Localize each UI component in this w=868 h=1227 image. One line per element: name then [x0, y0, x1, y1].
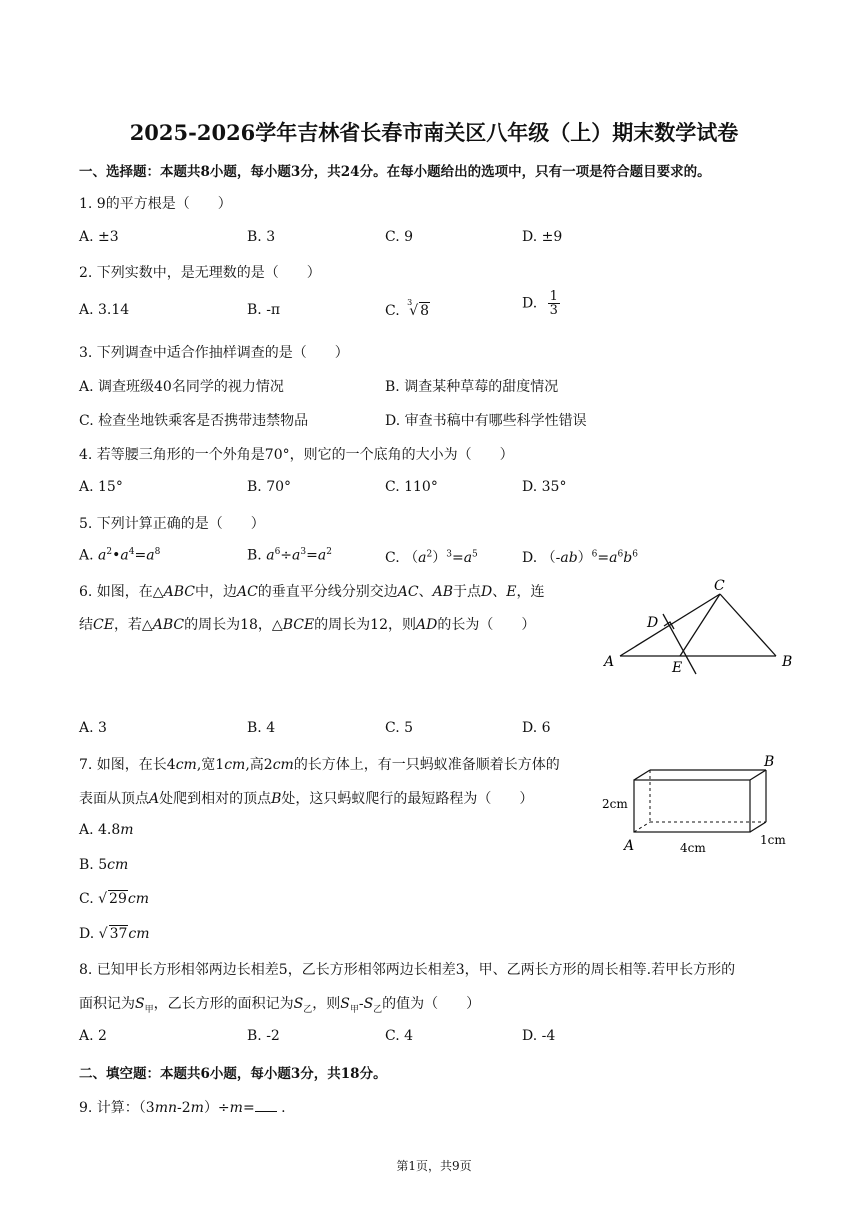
- q6-option-b: B. 4: [247, 720, 276, 736]
- q8-option-c: C. 4: [385, 1028, 414, 1044]
- q2-option-a: A. 3.14: [79, 302, 130, 318]
- q7-hidden-edges: [634, 770, 766, 832]
- q6-stem-line-1: 6. 如图，在△ABC中，边AC的垂直平分线分别交边AC、AB于点D、E，连: [79, 584, 545, 600]
- q2-option-c-label: C.: [385, 303, 400, 319]
- q4-option-a: A. 15°: [79, 479, 123, 495]
- q6-label-c: C: [714, 578, 725, 594]
- q1-option-a: A. ±3: [79, 229, 119, 245]
- q6-segment-cb: [720, 594, 776, 656]
- q2-option-b: B. -π: [247, 302, 281, 318]
- q6-option-a: A. 3: [79, 720, 107, 736]
- q2-cube-root-radicand: 8: [420, 303, 430, 319]
- q7-label-length: 4cm: [680, 841, 706, 855]
- q6-label-a: A: [604, 654, 615, 670]
- q6-stem-line-2: 结CE，若△ABC的周长为18，△BCE的周长为12，则AD的长为（ ）: [79, 617, 536, 633]
- q5-option-c: C. $(a^2)^3=a^5$: [385, 549, 478, 566]
- q4-option-b: B. 70°: [247, 479, 292, 495]
- q9-stem: 9. 计算：（3mn-2m）÷m= .: [79, 1100, 286, 1116]
- q1-option-c: C. 9: [385, 229, 414, 245]
- q6-option-d: D. 6: [522, 720, 551, 736]
- q8-option-a: A. 2: [79, 1028, 107, 1044]
- q7-stem-line-1: 7. 如图，在长4cm,宽1cm,高2cm的长方体上，有一只蚂蚁准备顺着长方体的: [79, 757, 560, 773]
- q9-answer-blank[interactable]: [255, 1099, 277, 1112]
- q6-segment-ce: [680, 594, 720, 656]
- q3-option-c: C. 检查坐地铁乘客是否携带违禁物品: [79, 413, 309, 429]
- q2-option-d-label: D.: [522, 295, 538, 312]
- q2-option-d: [522, 290, 560, 317]
- q4-stem: 4. 若等腰三角形的一个外角是70°，则它的一个底角的大小为（ ）: [79, 447, 514, 463]
- q3-stem: 3. 下列调查中适合作抽样调查的是（ ）: [79, 345, 349, 361]
- q4-option-c: C. 110°: [385, 479, 438, 495]
- q2-cube-root-index: 3: [407, 298, 413, 308]
- q6-label-e: E: [672, 660, 683, 676]
- q7-option-d: D. √ 37cm: [79, 926, 150, 942]
- page-footer: 第1页，共9页: [396, 1159, 472, 1173]
- q2-fraction-numerator: 1: [549, 289, 558, 304]
- q8-stem-line-2: 面积记为$S_甲$，乙长方形的面积记为$S_乙$，则$S_甲-S_乙$的值为（ ）: [79, 996, 481, 1015]
- q3-option-a: A. 调查班级40名同学的视力情况: [79, 379, 284, 395]
- q7-front-face: [634, 780, 750, 832]
- q7-option-b: B. 5cm: [79, 857, 129, 873]
- q6-option-c: C. 5: [385, 720, 414, 736]
- q2-fraction-denominator: 3: [549, 303, 558, 318]
- q2-stem: 2. 下列实数中，是无理数的是（ ）: [79, 265, 321, 281]
- q7-label-height: 2cm: [602, 797, 628, 811]
- q2-option-c: C. $^3$√ 8: [385, 298, 430, 319]
- page-title: 2025-2026学年吉林省长春市南关区八年级（上）期末数学试卷: [129, 120, 739, 145]
- q5-option-a: A. $a^2•a^4=a^8$: [79, 547, 161, 564]
- q6-label-d: D: [647, 615, 659, 631]
- q7-label-width: 1cm: [760, 833, 786, 847]
- q5-stem: 5. 下列计算正确的是（ ）: [79, 516, 265, 532]
- q5-option-b: B. $a^6\div a^3=a^2$: [247, 547, 332, 564]
- q3-option-d: D. 审查书稿中有哪些科学性错误: [385, 413, 587, 429]
- q8-option-d: D. -4: [522, 1028, 556, 1044]
- q1-option-d: D. ±9: [522, 229, 563, 245]
- q7-label-b: B: [764, 754, 775, 770]
- q7-option-c: C. √ 29cm: [79, 891, 149, 907]
- q7-label-a: A: [624, 838, 635, 854]
- q1-stem: 1. 9的平方根是（ ）: [79, 196, 232, 212]
- q5-option-d: D. $(-ab)^6=a^6b^6$: [522, 549, 638, 566]
- q6-segment-ac: [620, 594, 720, 656]
- q6-label-b: B: [782, 654, 793, 670]
- q7-option-a: A. 4.8m: [79, 822, 134, 838]
- q7-stem-line-2: 表面从顶点A处爬到相对的顶点B处，这只蚂蚁爬行的最短路程为（ ）: [79, 791, 534, 807]
- section-2-heading: 二、填空题：本题共6小题，每小题3分，共18分。: [79, 1066, 387, 1082]
- q8-option-b: B. -2: [247, 1028, 280, 1044]
- q8-stem-line-1: 8. 已知甲长方形相邻两边长相差5，乙长方形相邻两边长相差3，甲、乙两长方形的周长相等.若甲长方形的: [79, 962, 736, 978]
- q3-option-b: B. 调查某种草莓的甜度情况: [385, 379, 559, 395]
- section-1-heading: 一、选择题：本题共8小题，每小题3分，共24分。在每小题给出的选项中，只有一项是符合题目要求的。: [79, 164, 711, 180]
- q2-fraction: [548, 290, 560, 317]
- q6-triangle-figure: [600, 578, 800, 678]
- q7-cuboid-figure: [600, 752, 800, 862]
- q4-option-d: D. 35°: [522, 479, 567, 495]
- q1-option-b: B. 3: [247, 229, 276, 245]
